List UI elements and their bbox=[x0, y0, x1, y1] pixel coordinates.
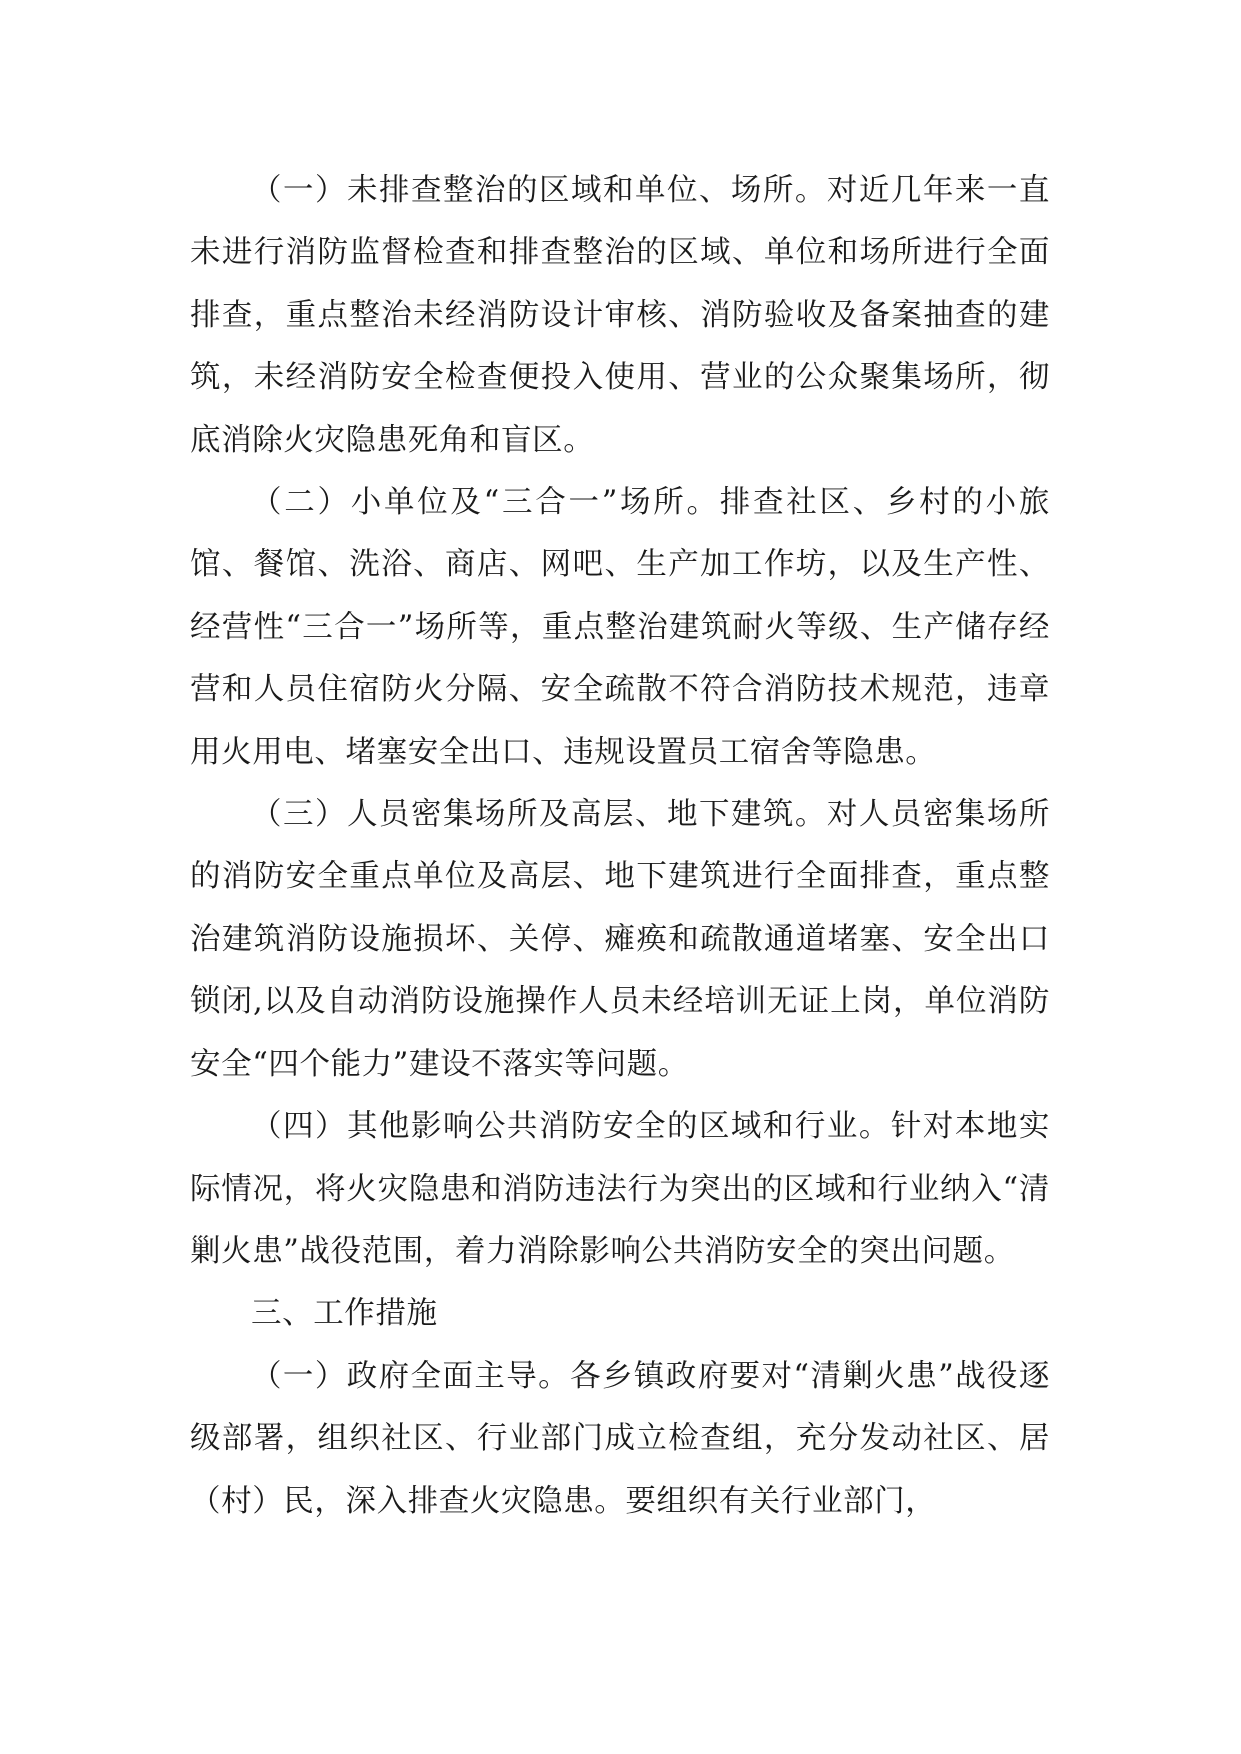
section-heading: 三、工作措施 bbox=[251, 1296, 438, 1332]
paragraph-other-areas: （四）其他影响公共消防安全的区域和行业。针对本地实际情况，将火灾隐患和消防违法行为突出的区域和行业纳入“清剿火患”战役范围，着力消除影响公共消防安全的突出问题。 bbox=[190, 1109, 1050, 1269]
paragraph-crowded-places: （三）人员密集场所及高层、地下建筑。对人员密集场所的消防安全重点单位及高层、地下建筑进行全面排查，重点整治建筑消防设施损坏、关停、瘫痪和疏散通道堵塞、安全出口锁闭,以及自动消防设施操作人员未经培训无证上岗，单位消防安全“四个能力”建设不落实等问题。 bbox=[190, 797, 1050, 1082]
paragraph-government-led: （一）政府全面主导。各乡镇政府要对“清剿火患”战役逐级部署，组织社区、行业部门成立检查组，充分发动社区、居（村）民，深入排查火灾隐患。要组织有关行业部门， bbox=[190, 1358, 1050, 1519]
paragraph-small-units: （二）小单位及“三合一”场所。排查社区、乡村的小旅馆、餐馆、洗浴、商店、网吧、生产加工作坊，以及生产性、经营性“三合一”场所等，重点整治建筑耐火等级、生产储存经营和人员住宿防火分隔、安全疏散不符合消防技术规范，违章用火用电、堵塞安全出口、违规设置员工宿舍等隐患。 bbox=[190, 485, 1050, 770]
document-body bbox=[190, 160, 1050, 1533]
paragraph-uninspected-areas: （一）未排查整治的区域和单位、场所。对近几年来一直未进行消防监督检查和排查整治的区域、单位和场所进行全面排查，重点整治未经消防设计审核、消防验收及备案抽查的建筑，未经消防安全检查便投入使用、营业的公众聚集场所，彻底消除火灾隐患死角和盲区。 bbox=[190, 173, 1050, 458]
